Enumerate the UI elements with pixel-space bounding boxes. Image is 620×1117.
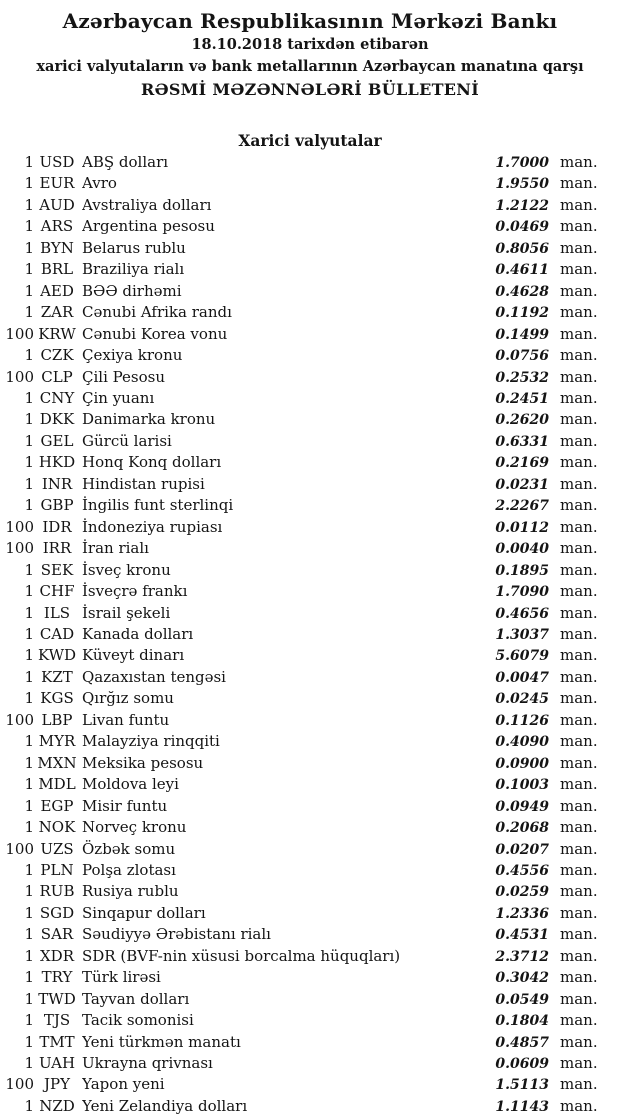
- rate-value: 1.2336: [495, 905, 549, 922]
- currency-unit-label: man.: [560, 732, 598, 751]
- rate-value: 0.0549: [495, 991, 549, 1008]
- currency-rate-row: [0, 710, 620, 731]
- currency-unit-label: man.: [560, 796, 598, 815]
- currency-rate-row: [0, 302, 620, 323]
- currency-quantity: 1: [24, 195, 34, 214]
- currency-quantity: 1: [24, 431, 34, 450]
- currency-code: KGS: [40, 689, 74, 708]
- currency-quantity: 1: [24, 153, 34, 171]
- currency-rate-row: [0, 903, 620, 924]
- currency-code: TWD: [38, 989, 76, 1008]
- currency-unit-label: man.: [560, 582, 598, 601]
- rate-value: 1.7000: [495, 155, 549, 171]
- currency-quantity: 100: [5, 324, 34, 343]
- rate-value: 0.4611: [495, 262, 549, 279]
- rate-value: 0.8056: [495, 240, 549, 257]
- currency-quantity: 1: [24, 732, 34, 751]
- currency-code: CNY: [39, 388, 75, 407]
- currency-unit-label: man.: [560, 453, 598, 472]
- currency-unit-label: man.: [560, 1011, 598, 1030]
- currency-rate-row: [0, 152, 620, 173]
- currency-name: Ukrayna qrivnası: [82, 1054, 213, 1073]
- currency-code: XDR: [40, 946, 74, 965]
- currency-name: Gürcü larisi: [82, 431, 172, 450]
- currency-rate-table: [0, 152, 620, 1117]
- currency-name: Avstraliya dolları: [82, 195, 212, 214]
- currency-name: Yapon yeni: [82, 1075, 165, 1094]
- rate-value: 0.0949: [495, 798, 549, 815]
- rate-value: 1.2122: [495, 197, 549, 214]
- currency-rate-row: [0, 538, 620, 559]
- currency-unit-label: man.: [560, 195, 598, 214]
- currency-name: Özbək somu: [82, 839, 176, 858]
- rate-value: 0.3042: [495, 970, 549, 987]
- currency-rate-row: [0, 881, 620, 902]
- currency-name: Cənubi Korea vonu: [82, 324, 228, 343]
- rate-value: 0.2532: [495, 369, 549, 386]
- currency-rate-row: [0, 388, 620, 409]
- currency-quantity: 1: [24, 968, 34, 987]
- section-title-foreign-currencies: Xarici valyutalar: [238, 131, 382, 150]
- currency-rate-row: [0, 474, 620, 495]
- rate-value: 1.9550: [495, 176, 549, 193]
- currency-quantity: 1: [24, 281, 34, 300]
- currency-rate-row: [0, 216, 620, 237]
- currency-name: Çili Pesosu: [82, 367, 166, 386]
- rate-value: 0.2451: [495, 390, 549, 407]
- currency-unit-label: man.: [560, 882, 598, 901]
- currency-unit-label: man.: [560, 1096, 598, 1115]
- currency-rate-row: [0, 1032, 620, 1053]
- currency-quantity: 1: [24, 818, 34, 837]
- currency-rate-row: [0, 452, 620, 473]
- currency-name: Türk lirəsi: [82, 968, 161, 987]
- currency-rate-row: [0, 345, 620, 366]
- currency-rate-row: [0, 560, 620, 581]
- currency-name: Meksika pesosu: [82, 753, 204, 772]
- currency-rate-row: [0, 645, 620, 666]
- currency-rate-row: [0, 259, 620, 280]
- rate-value: 0.0047: [495, 669, 549, 686]
- currency-name: Honq Konq dolları: [82, 453, 222, 472]
- rate-value: 0.0207: [495, 841, 549, 858]
- currency-name: Küveyt dinarı: [82, 646, 185, 665]
- rate-value: 5.6079: [495, 648, 549, 665]
- rate-value: 0.0609: [495, 1056, 549, 1073]
- rate-value: 0.2068: [495, 820, 549, 837]
- currency-rate-row: [0, 1010, 620, 1031]
- currency-name: Qırğız somu: [82, 689, 174, 708]
- rate-value: 0.2620: [495, 412, 549, 429]
- currency-code: HKD: [38, 453, 76, 472]
- currency-name: SDR (BVF-nin xüsusi borcalma hüquqları): [82, 946, 401, 965]
- currency-name: Səudiyyə Ərəbistanı rialı: [82, 925, 271, 944]
- currency-code: EUR: [39, 174, 75, 193]
- currency-quantity: 1: [24, 238, 34, 257]
- currency-name: Tayvan dolları: [82, 989, 190, 1008]
- currency-name: Kanada dolları: [82, 624, 194, 643]
- currency-quantity: 1: [24, 217, 34, 236]
- currency-rate-row: [0, 946, 620, 967]
- currency-quantity: 1: [24, 1011, 34, 1030]
- currency-code: IRR: [42, 539, 72, 558]
- currency-code: JPY: [43, 1075, 70, 1094]
- currency-quantity: 1: [24, 582, 34, 601]
- currency-code: CLP: [41, 367, 73, 386]
- currency-name: Sinqapur dolları: [82, 903, 206, 922]
- currency-unit-label: man.: [560, 217, 598, 236]
- rate-value: 1.7090: [495, 584, 549, 601]
- currency-quantity: 1: [24, 560, 34, 579]
- currency-code: MYR: [38, 732, 76, 751]
- currency-code: NZD: [39, 1096, 75, 1115]
- currency-quantity: 100: [5, 710, 34, 729]
- currency-code: MDL: [38, 775, 76, 794]
- currency-unit-label: man.: [560, 860, 598, 879]
- currency-rate-row: [0, 1074, 620, 1095]
- currency-code: PLN: [40, 860, 74, 879]
- currency-unit-label: man.: [560, 624, 598, 643]
- currency-unit-label: man.: [560, 388, 598, 407]
- currency-quantity: 1: [24, 260, 34, 279]
- currency-rate-row: [0, 731, 620, 752]
- currency-quantity: 1: [24, 775, 34, 794]
- currency-name: Braziliya rialı: [82, 260, 185, 279]
- rate-value: 1.1143: [495, 1098, 549, 1115]
- rate-value: 0.4628: [495, 283, 549, 300]
- currency-unit-label: man.: [560, 710, 598, 729]
- currency-name: Qazaxıstan tengəsi: [82, 667, 226, 686]
- currency-quantity: 100: [5, 839, 34, 858]
- rate-value: 1.5113: [495, 1077, 549, 1094]
- currency-name: Danimarka kronu: [82, 410, 216, 429]
- currency-rate-row: [0, 581, 620, 602]
- currency-quantity: 100: [5, 1075, 34, 1094]
- rate-value: 2.2267: [495, 498, 549, 515]
- currency-code: BRL: [40, 260, 74, 279]
- currency-code: TJS: [43, 1011, 71, 1030]
- currency-unit-label: man.: [560, 238, 598, 257]
- currency-rate-row: [0, 195, 620, 216]
- currency-name: Malayziya rinqqiti: [82, 732, 220, 751]
- currency-code: SAR: [40, 925, 74, 944]
- currency-code: SEK: [40, 560, 74, 579]
- currency-unit-label: man.: [560, 1075, 598, 1094]
- currency-rate-row: [0, 989, 620, 1010]
- currency-quantity: 1: [24, 753, 34, 772]
- rate-value: 0.0245: [495, 691, 549, 708]
- currency-quantity: 1: [24, 624, 34, 643]
- currency-unit-label: man.: [560, 367, 598, 386]
- rate-value: 0.2169: [495, 455, 549, 472]
- currency-name: Polşa zlotası: [82, 860, 176, 879]
- currency-code: AUD: [39, 195, 75, 214]
- currency-rate-row: [0, 238, 620, 259]
- rate-value: 0.0231: [495, 476, 549, 493]
- currency-name: Yeni türkmən manatı: [82, 1032, 241, 1051]
- rate-value: 0.0040: [495, 541, 549, 558]
- currency-quantity: 100: [5, 367, 34, 386]
- currency-quantity: 1: [24, 496, 34, 515]
- bulletin-title: RƏSMİ MƏZƏNNƏLƏRİ BÜLLETENİ: [140, 80, 480, 99]
- rate-value: 0.1003: [495, 777, 549, 794]
- rate-value: 0.0469: [495, 219, 549, 236]
- currency-rate-row: [0, 667, 620, 688]
- currency-code: GBP: [40, 496, 74, 515]
- currency-code: SGD: [39, 903, 75, 922]
- currency-unit-label: man.: [560, 818, 598, 837]
- currency-quantity: 1: [24, 174, 34, 193]
- rate-value: 0.4857: [495, 1034, 549, 1051]
- currency-rate-row: [0, 839, 620, 860]
- currency-quantity: 1: [24, 667, 34, 686]
- currency-rate-row: [0, 409, 620, 430]
- currency-quantity: 1: [24, 946, 34, 965]
- currency-rate-row: [0, 431, 620, 452]
- currency-name: İsrail şekeli: [82, 603, 171, 622]
- currency-unit-label: man.: [560, 1032, 598, 1051]
- currency-code: AED: [40, 281, 74, 300]
- currency-rate-row: [0, 367, 620, 388]
- currency-name: ABŞ dolları: [82, 153, 169, 171]
- currency-quantity: 1: [24, 689, 34, 708]
- currency-quantity: 1: [24, 882, 34, 901]
- currency-quantity: 1: [24, 453, 34, 472]
- currency-name: İran rialı: [82, 539, 149, 558]
- currency-unit-label: man.: [560, 474, 598, 493]
- currency-unit-label: man.: [560, 560, 598, 579]
- effective-date-line: 18.10.2018 tarixdən etibarən: [191, 36, 429, 53]
- currency-name: İsveç kronu: [82, 560, 171, 579]
- currency-rate-row: [0, 796, 620, 817]
- currency-name: Yeni Zelandiya dolları: [82, 1096, 248, 1115]
- currency-unit-label: man.: [560, 410, 598, 429]
- currency-unit-label: man.: [560, 174, 598, 193]
- rate-value: 0.1192: [495, 305, 549, 322]
- currency-code: KWD: [37, 646, 77, 665]
- currency-unit-label: man.: [560, 324, 598, 343]
- currency-rate-row: [0, 603, 620, 624]
- currency-rate-row: [0, 173, 620, 194]
- currency-unit-label: man.: [560, 753, 598, 772]
- currency-unit-label: man.: [560, 667, 598, 686]
- currency-code: CHF: [39, 582, 75, 601]
- currency-name: Rusiya rublu: [82, 882, 179, 901]
- bank-title: Azərbaycan Respublikasının Mərkəzi Bankı: [62, 9, 558, 33]
- currency-quantity: 1: [24, 346, 34, 365]
- rate-value: 2.3712: [495, 948, 549, 965]
- currency-name: BƏƏ dirhəmi: [82, 281, 182, 300]
- currency-code: RUB: [39, 882, 75, 901]
- currency-code: MXN: [37, 753, 77, 772]
- currency-code: KRW: [38, 324, 76, 343]
- rate-value: 0.1499: [495, 326, 549, 343]
- currency-quantity: 1: [24, 1054, 34, 1073]
- currency-quantity: 1: [24, 388, 34, 407]
- currency-code: USD: [39, 153, 75, 171]
- currency-unit-label: man.: [560, 946, 598, 965]
- currency-quantity: 1: [24, 796, 34, 815]
- currency-name: İndoneziya rupiası: [82, 517, 223, 536]
- currency-code: GEL: [40, 431, 74, 450]
- rate-value: 0.0900: [495, 755, 549, 772]
- rate-value: 0.4656: [495, 605, 549, 622]
- currency-code: KZT: [41, 667, 73, 686]
- currency-rate-row: [0, 753, 620, 774]
- currency-unit-label: man.: [560, 539, 598, 558]
- currency-unit-label: man.: [560, 517, 598, 536]
- currency-code: CZK: [40, 346, 74, 365]
- currency-name: Çexiya kronu: [82, 346, 183, 365]
- currency-unit-label: man.: [560, 925, 598, 944]
- currency-unit-label: man.: [560, 903, 598, 922]
- currency-quantity: 100: [5, 517, 34, 536]
- currency-rate-row: [0, 774, 620, 795]
- rate-value: 0.0756: [495, 348, 549, 365]
- currency-name: Norveç kronu: [82, 818, 187, 837]
- currency-unit-label: man.: [560, 689, 598, 708]
- currency-code: DKK: [39, 410, 75, 429]
- currency-unit-label: man.: [560, 281, 598, 300]
- currency-quantity: 1: [24, 1032, 34, 1051]
- currency-unit-label: man.: [560, 431, 598, 450]
- currency-name: Tacik somonisi: [82, 1011, 194, 1030]
- currency-unit-label: man.: [560, 839, 598, 858]
- currency-unit-label: man.: [560, 153, 598, 171]
- rate-value: 0.1895: [495, 562, 549, 579]
- currency-rate-row: [0, 924, 620, 945]
- currency-rate-row: [0, 624, 620, 645]
- rate-value: 0.4090: [495, 734, 549, 751]
- currency-name: Cənubi Afrika randı: [82, 303, 232, 322]
- currency-name: Belarus rublu: [82, 238, 186, 257]
- currency-name: Argentina pesosu: [82, 217, 215, 236]
- rate-value: 0.4531: [495, 927, 549, 944]
- currency-name: Moldova leyi: [82, 775, 179, 794]
- currency-code: INR: [41, 474, 73, 493]
- currency-rate-row: [0, 281, 620, 302]
- currency-unit-label: man.: [560, 775, 598, 794]
- currency-code: CAD: [39, 624, 75, 643]
- currency-unit-label: man.: [560, 989, 598, 1008]
- currency-code: LBP: [41, 710, 73, 729]
- currency-unit-label: man.: [560, 646, 598, 665]
- currency-name: İngilis funt sterlinqi: [82, 496, 234, 515]
- rate-value: 0.6331: [495, 433, 549, 450]
- currency-unit-label: man.: [560, 603, 598, 622]
- rate-value: 0.0259: [495, 884, 549, 901]
- currency-name: Çin yuanı: [82, 388, 155, 407]
- currency-quantity: 1: [24, 303, 34, 322]
- currency-quantity: 1: [24, 860, 34, 879]
- currency-rate-row: [0, 1053, 620, 1074]
- currency-quantity: 1: [24, 603, 34, 622]
- currency-rate-row: [0, 817, 620, 838]
- currency-name: Misir funtu: [82, 796, 168, 815]
- currency-quantity: 1: [24, 410, 34, 429]
- currency-rate-row: [0, 517, 620, 538]
- currency-quantity: 1: [24, 1096, 34, 1115]
- currency-code: TMT: [39, 1032, 75, 1051]
- currency-rate-row: [0, 860, 620, 881]
- currency-unit-label: man.: [560, 346, 598, 365]
- rate-value: 0.1804: [495, 1013, 549, 1030]
- currency-unit-label: man.: [560, 303, 598, 322]
- currency-code: TRY: [41, 968, 73, 987]
- currency-name: Livan funtu: [82, 710, 170, 729]
- currency-quantity: 1: [24, 646, 34, 665]
- currency-quantity: 1: [24, 989, 34, 1008]
- currency-quantity: 1: [24, 925, 34, 944]
- currency-name: Hindistan rupisi: [82, 474, 205, 493]
- currency-quantity: 1: [24, 474, 34, 493]
- currency-unit-label: man.: [560, 260, 598, 279]
- currency-code: NOK: [38, 818, 76, 837]
- currency-unit-label: man.: [560, 968, 598, 987]
- currency-code: EGP: [40, 796, 74, 815]
- currency-quantity: 1: [24, 903, 34, 922]
- currency-code: ARS: [40, 217, 74, 236]
- currency-code: BYN: [40, 238, 74, 257]
- rate-value: 0.4556: [495, 862, 549, 879]
- rate-value: 0.1126: [495, 712, 549, 729]
- bulletin-subtitle: xarici valyutaların və bank metallarının Azərbaycan manatına qarşı: [36, 58, 584, 75]
- currency-code: ZAR: [40, 303, 74, 322]
- currency-code: UAH: [38, 1054, 76, 1073]
- currency-quantity: 100: [5, 539, 34, 558]
- currency-rate-row: [0, 1096, 620, 1117]
- currency-code: IDR: [42, 517, 72, 536]
- currency-rate-row: [0, 324, 620, 345]
- currency-unit-label: man.: [560, 496, 598, 515]
- currency-code: ILS: [43, 603, 71, 622]
- currency-rate-row: [0, 495, 620, 516]
- currency-name: Avro: [82, 174, 117, 193]
- currency-code: UZS: [40, 839, 74, 858]
- currency-unit-label: man.: [560, 1054, 598, 1073]
- currency-name: İsveçrə frankı: [82, 582, 188, 601]
- rate-value: 1.3037: [495, 626, 549, 643]
- rate-value: 0.0112: [495, 519, 549, 536]
- currency-rate-row: [0, 688, 620, 709]
- currency-rate-row: [0, 967, 620, 988]
